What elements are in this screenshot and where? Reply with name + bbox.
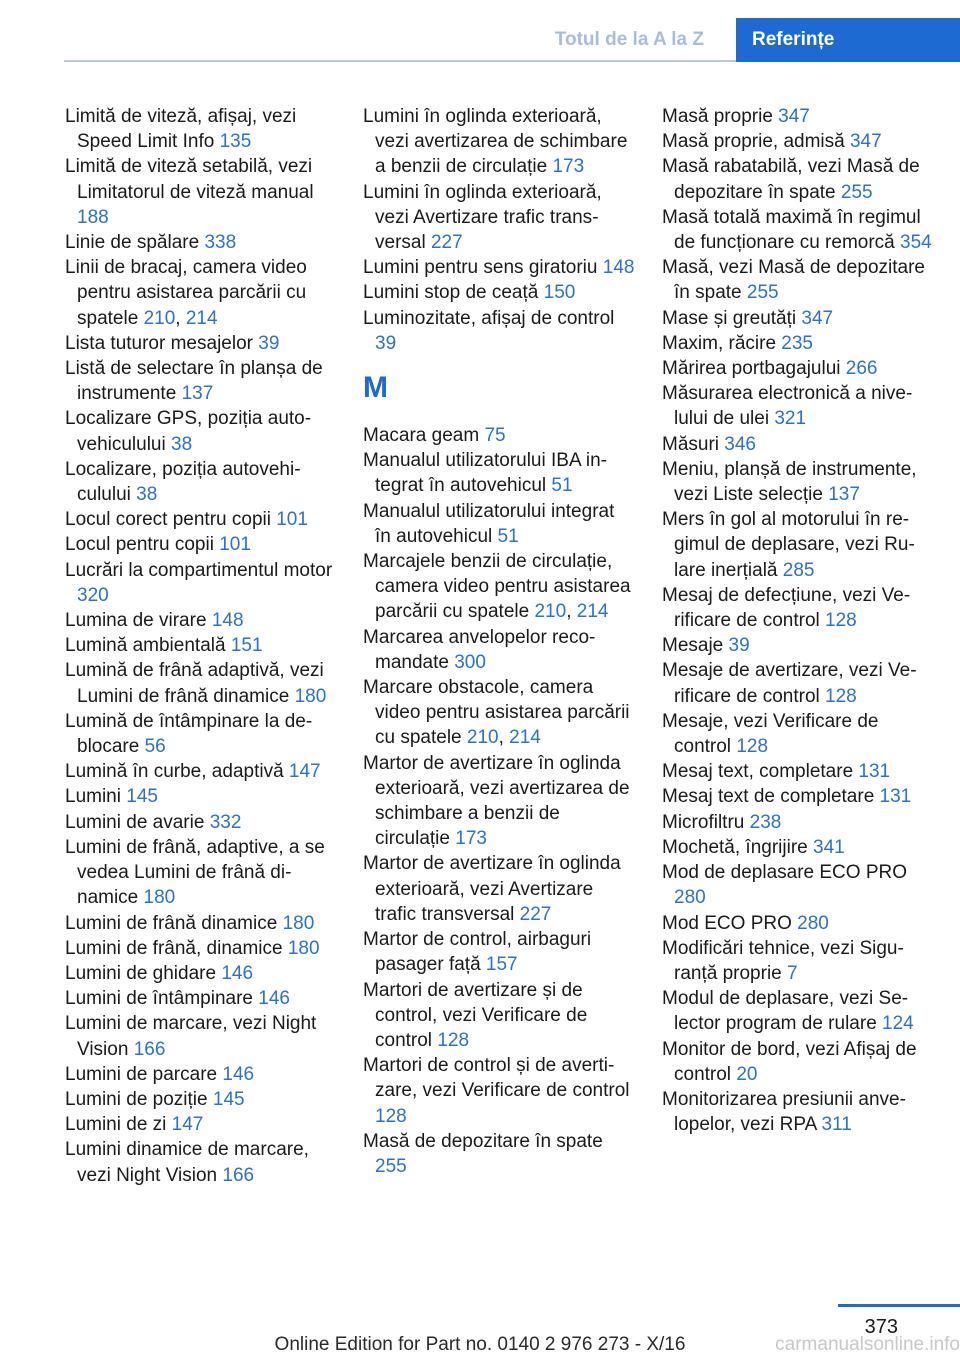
page-link[interactable]: 188: [77, 206, 109, 228]
index-column-3: [662, 104, 934, 1137]
index-entry: [363, 978, 635, 1054]
index-entry-text: Listă de selectare în planșa de instrumente: [65, 358, 323, 405]
page-link[interactable]: 128: [825, 610, 857, 632]
index-entry-text: Lumină de întâmpinare la deblocare: [65, 710, 313, 758]
index-entry: [65, 835, 337, 911]
index-entry-text: Mesaje de avertizare, vezi Verificare de control: [662, 660, 917, 707]
index-entry: [363, 104, 635, 180]
index-entry: [363, 625, 635, 675]
index-entry: [662, 1037, 934, 1087]
index-entry: [662, 507, 934, 583]
index-entry: [65, 558, 337, 608]
index-entry-text: Linie de spălare: [65, 232, 200, 254]
index-entry-text: Lumini stop de ceață: [363, 282, 539, 304]
index-entry: [363, 1053, 635, 1129]
index-entry: [662, 986, 934, 1036]
page-link[interactable]: 255: [840, 181, 873, 203]
page-link[interactable]: 146: [258, 988, 290, 1010]
watermark: carmanualsonline.info: [775, 1334, 960, 1355]
index-entry: [363, 180, 635, 256]
header-tab[interactable]: Referințe: [736, 18, 960, 62]
index-entry-text: Macara geam: [363, 425, 480, 447]
index-entry: [662, 356, 934, 381]
page-link[interactable]: 210: [534, 601, 567, 623]
index-letter-heading: M: [363, 371, 388, 405]
index-entry: [662, 936, 934, 986]
index-entry: [65, 1112, 337, 1137]
index-entry: [363, 306, 635, 356]
index-entry: [662, 457, 934, 507]
index-entry: [363, 280, 635, 305]
index-entry-text: Martor de avertizare în oglinda exterioară, vezi avertizarea de schimbare a benzii de circulație: [363, 752, 630, 850]
header-section-title[interactable]: Totul de la A la Z: [554, 29, 704, 50]
index-entry-text: Maxim, răcire: [662, 332, 777, 354]
index-entry-text: Mers în gol al motorului în regimul de deplasare, vezi Rulare inerțială: [662, 509, 915, 581]
page-link[interactable]: 56: [144, 736, 166, 758]
page-link[interactable]: 300: [454, 651, 486, 673]
index-entry-text: Lumini dinamice de marcare, vezi Night Vision: [65, 1139, 309, 1186]
index-entry-text: Lumini: [65, 786, 121, 808]
page-link[interactable]: 338: [204, 232, 237, 254]
page-link[interactable]: 347: [849, 131, 882, 153]
index-entry: [65, 457, 337, 507]
index-entry: [662, 911, 934, 936]
index-entry-text: Martor de control, airbaguri pasager față: [363, 929, 592, 976]
page-link[interactable]: 173: [455, 828, 487, 850]
index-entry: [662, 1087, 934, 1137]
page-link[interactable]: 147: [288, 761, 321, 783]
index-entry-text: Lumini de marcare, vezi Night Vision: [65, 1013, 317, 1060]
index-entry: [363, 851, 635, 927]
page-link[interactable]: 280: [797, 912, 829, 934]
index-entry-text: Masă rabatabilă, vezi Masă de depozitare în spate: [662, 156, 920, 203]
index-entry-text: Măsuri: [662, 433, 720, 455]
index-entry-text: Microfiltru: [662, 811, 745, 833]
page-link[interactable]: 180: [294, 685, 327, 707]
index-entry: [363, 448, 635, 498]
page-link[interactable]: 137: [181, 383, 214, 405]
page-link[interactable]: 135: [219, 131, 252, 153]
index-entry: [65, 356, 337, 406]
index-column-2: [363, 104, 635, 1179]
page-link[interactable]: 214: [576, 601, 609, 623]
page-link[interactable]: 39: [375, 332, 397, 354]
index-entry-text: Lumină în curbe, adaptivă: [65, 761, 284, 783]
index-entry: [662, 709, 934, 759]
index-entry: [65, 1137, 337, 1187]
page-link[interactable]: 146: [222, 1063, 255, 1085]
page-link[interactable]: 124: [882, 1013, 914, 1035]
page-link[interactable]: 210: [466, 727, 499, 749]
index-entry-text: Mărirea portbagajului: [662, 358, 841, 380]
index-entry-text: Lumini de avarie: [65, 811, 205, 833]
index-entry-text: Mesaje: [662, 635, 724, 657]
page-link[interactable]: 151: [230, 635, 263, 657]
page-link[interactable]: 51: [497, 525, 519, 547]
index-entry: [65, 1062, 337, 1087]
index-entry: [662, 306, 934, 331]
page-link[interactable]: 166: [133, 1038, 166, 1060]
page-link[interactable]: 321: [774, 408, 807, 430]
index-entry: [662, 810, 934, 835]
page-link[interactable]: 131: [879, 786, 912, 808]
index-entry-text: Mochetă, îngrijire: [662, 836, 808, 858]
index-entry-text: Locul corect pentru copii: [65, 509, 271, 531]
page-link[interactable]: 347: [778, 106, 810, 127]
page-link[interactable]: 128: [375, 1105, 407, 1127]
index-entry-text: Masă de depozitare în spate: [363, 1130, 603, 1152]
index-entry: [65, 936, 337, 961]
index-entry: [662, 104, 934, 129]
index-entry-text: Mesaj de defecțiune, vezi Verificare de control: [662, 584, 911, 632]
page-link[interactable]: 131: [858, 761, 891, 783]
page-link[interactable]: 51: [551, 475, 573, 497]
index-entry-text: Mesaj text de completare: [662, 786, 875, 808]
page-link[interactable]: 180: [282, 912, 315, 934]
page-link[interactable]: 332: [209, 811, 242, 833]
index-entry: [65, 104, 337, 154]
index-entry-text: Localizare GPS, poziția autovehiculului: [65, 408, 312, 455]
index-entry: [65, 406, 337, 456]
index-entry-text: Meniu, planșă de instrumente, vezi Liste selecție: [662, 458, 917, 506]
index-entry-text: Masă totală maximă în regimul de funcționare cu remorcă: [662, 206, 921, 254]
index-entry-text: Monitor de bord, vezi Afișaj de control: [662, 1038, 917, 1085]
page-link[interactable]: 75: [484, 425, 506, 447]
index-entry: [65, 507, 337, 532]
index-entry-text: Masă proprie, admisă: [662, 131, 845, 153]
index-entry: [662, 154, 934, 204]
page-link[interactable]: 39: [728, 635, 750, 657]
index-entry-text: Mod de deplasare ECO PRO: [662, 862, 908, 884]
page-link[interactable]: 285: [782, 559, 815, 581]
page-link[interactable]: 266: [845, 358, 878, 380]
index-entry-text: Lumini de frână, adaptive, a se vedea Lumini de frână dinamice: [65, 836, 325, 909]
index-entry: [363, 423, 635, 448]
page-link[interactable]: 137: [828, 484, 860, 506]
page-link[interactable]: 128: [736, 736, 769, 758]
index-entry-text: Lumini în oglinda exterioară, vezi avertizarea de schimbare a benzii de circulație: [363, 106, 628, 178]
index-entry: [662, 205, 934, 255]
page-link[interactable]: 20: [736, 1063, 758, 1085]
index-entry: [363, 927, 635, 977]
page-link[interactable]: 145: [126, 786, 158, 808]
index-entry: [662, 331, 934, 356]
index-entry-text: Manualul utilizatorului IBA integrat în autovehicul: [363, 450, 607, 497]
index-entry-text: Manualul utilizatorului integrat în autovehicul: [363, 500, 615, 547]
index-entry: [662, 583, 934, 633]
page-link[interactable]: 166: [222, 1164, 255, 1186]
page-link[interactable]: 128: [437, 1029, 470, 1051]
page-link[interactable]: 38: [136, 484, 158, 506]
index-entry: [363, 255, 635, 280]
index-entry-text: Linii de bracaj, camera video pentru asistarea parcării cu spatele: [65, 257, 307, 329]
index-entry-text: Lucrări la compartimentul motor: [65, 559, 333, 581]
index-entry-text: Limită de viteză setabilă, vezi Limitatorul de viteză manual: [65, 156, 314, 203]
page-link[interactable]: 147: [171, 1114, 204, 1136]
page-link[interactable]: 280: [674, 887, 706, 909]
index-entry-text: Marcajele benzii de circulație, camera video pentru asistarea parcării cu spatele: [363, 551, 631, 623]
index-entry-text: Martori de avertizare și de control, vezi Verificare de control: [363, 979, 588, 1051]
index-entry-text: Lumină ambientală: [65, 635, 226, 657]
index-entry-text: Lumini de întâmpinare: [65, 988, 253, 1010]
index-column-1: [65, 104, 337, 1188]
index-entry-text: Măsurarea electronică a nivelului de ulei: [662, 383, 913, 430]
index-entry-text: Lumini în oglinda exterioară, vezi Avertizare trafic transversal: [363, 181, 602, 254]
index-entry: [65, 759, 337, 784]
index-entry: [65, 961, 337, 986]
index-entry: [65, 608, 337, 633]
page-link[interactable]: 255: [375, 1155, 407, 1177]
index-entry: [662, 658, 934, 708]
index-entry-text: Masă proprie: [662, 106, 773, 127]
index-entry-text: Lista tuturor mesajelor: [65, 332, 253, 354]
index-entry: Linii de bracaj, camera video pentru asistarea parcării cu spatele 210, 214: [65, 257, 307, 329]
page-link[interactable]: 214: [509, 727, 541, 749]
index-entry: [363, 499, 635, 549]
index-entry-text: Limită de viteză, afișaj, vezi Speed Limit Info: [65, 106, 297, 153]
index-entry: [65, 532, 337, 557]
edition-footer: Online Edition for Part no. 0140 2 976 273 - X/16: [274, 1334, 686, 1355]
index-entry: [65, 633, 337, 658]
index-entry: [662, 784, 934, 809]
page-link[interactable]: 39: [258, 332, 280, 354]
index-entry: [662, 381, 934, 431]
index-entry-text: Mod ECO PRO: [662, 912, 792, 934]
index-entry-text: Modul de deplasare, vezi Selector program de rulare: [662, 988, 909, 1035]
page-link[interactable]: 214: [185, 307, 218, 329]
index-entry: [363, 751, 635, 852]
page-link[interactable]: 146: [221, 962, 254, 984]
page-link[interactable]: 157: [485, 954, 518, 976]
page-link[interactable]: 148: [211, 610, 244, 632]
index-entry: [662, 633, 934, 658]
page-link[interactable]: 173: [552, 156, 585, 178]
index-entry-text: Lumini de parcare: [65, 1063, 218, 1085]
index-entry-text: Lumini de poziție: [65, 1088, 208, 1110]
index-entry-text: Lumini de ghidare: [65, 962, 217, 984]
index-entry-text: Luminozitate, afișaj de control: [363, 307, 615, 329]
page-link[interactable]: 148: [602, 257, 635, 279]
index-entry-text: Lumini de frână dinamice: [65, 912, 278, 934]
index-entry: [65, 658, 337, 708]
page-number: 373: [864, 1316, 898, 1338]
index-entry-text: Mesaje, vezi Verificare de control: [662, 710, 879, 758]
page-link[interactable]: 347: [801, 307, 834, 329]
index-entry: [662, 432, 934, 457]
page-link[interactable]: 227: [519, 903, 552, 925]
index-entry-text: Monitorizarea presiunii anvelopelor, vezi RPA: [662, 1088, 906, 1136]
page-link[interactable]: 180: [287, 937, 320, 959]
page-link[interactable]: 235: [781, 332, 813, 354]
index-entry: [65, 709, 337, 759]
index-entry: [65, 331, 337, 356]
index-entry-text: Lumină de frână adaptivă, vezi Lumini de frână dinamice: [65, 660, 324, 707]
index-entry-text: Marcarea anvelopelor recomandate: [363, 626, 596, 673]
index-entry: Marcare obstacole, camera video pentru asistarea parcării cu spatele 210, 214: [363, 677, 630, 749]
page-link[interactable]: 210: [143, 307, 176, 329]
index-entry: [65, 154, 337, 230]
index-entry-text: Martor de avertizare în oglinda exterioară, vezi Avertizare trafic transversal: [363, 853, 621, 925]
index-entry: [65, 230, 337, 255]
index-entry-text: Mase și greutăți: [662, 307, 797, 329]
index-entry: [662, 759, 934, 784]
index-entry: [65, 1087, 337, 1112]
page-link[interactable]: 101: [219, 534, 251, 556]
index-entry: [662, 835, 934, 860]
index-entry: [65, 784, 337, 809]
page-link[interactable]: 145: [212, 1088, 245, 1110]
page-link[interactable]: 320: [77, 584, 109, 606]
index-entry-text: Lumini de zi: [65, 1114, 167, 1136]
index-entry-text: Marcare obstacole, camera video pentru asistarea parcării cu spatele: [363, 677, 630, 749]
index-entry-text: Lumini de frână, dinamice: [65, 937, 283, 959]
index-entry: [65, 1011, 337, 1061]
index-entry: [662, 860, 934, 910]
index-entry-text: Masă, vezi Masă de depozitare în spate: [662, 257, 925, 304]
page-link[interactable]: 346: [724, 433, 756, 455]
index-entry-text: Modificări tehnice, vezi Siguranță proprie: [662, 937, 904, 984]
page-link[interactable]: 7: [787, 962, 798, 984]
index-entry-text: Lumini pentru sens giratoriu: [363, 257, 598, 279]
index-entry-text: Lumina de virare: [65, 610, 207, 632]
index-entry-text: Locul pentru copii: [65, 534, 214, 556]
index-entry: Marcajele benzii de circulație, camera video pentru asistarea parcării cu spatele 210, 214: [363, 551, 631, 623]
index-entry: [662, 129, 934, 154]
page-link[interactable]: 227: [430, 232, 463, 254]
index-entry: [65, 911, 337, 936]
page-link[interactable]: 180: [143, 887, 176, 909]
footer-rule: [838, 1304, 960, 1307]
page-link[interactable]: 38: [171, 433, 193, 455]
page-link[interactable]: 128: [825, 685, 857, 707]
page-link[interactable]: 255: [746, 282, 779, 304]
index-entry: [65, 810, 337, 835]
index-entry-text: Localizare, poziția autovehiculului: [65, 458, 301, 506]
page-link[interactable]: 341: [813, 836, 845, 858]
page-link[interactable]: 238: [749, 811, 782, 833]
index-entry: [363, 1129, 635, 1179]
page-link[interactable]: 101: [276, 509, 308, 531]
index-entry: [65, 986, 337, 1011]
page-link[interactable]: 354: [900, 232, 932, 254]
index-entry-text: Martori de control și de avertizare, vezi Verificare de control: [363, 1055, 630, 1102]
index-entry: [662, 255, 934, 305]
page-link[interactable]: 311: [821, 1114, 852, 1136]
index-entry-text: Mesaj text, completare: [662, 761, 854, 783]
page-link[interactable]: 150: [543, 282, 576, 304]
